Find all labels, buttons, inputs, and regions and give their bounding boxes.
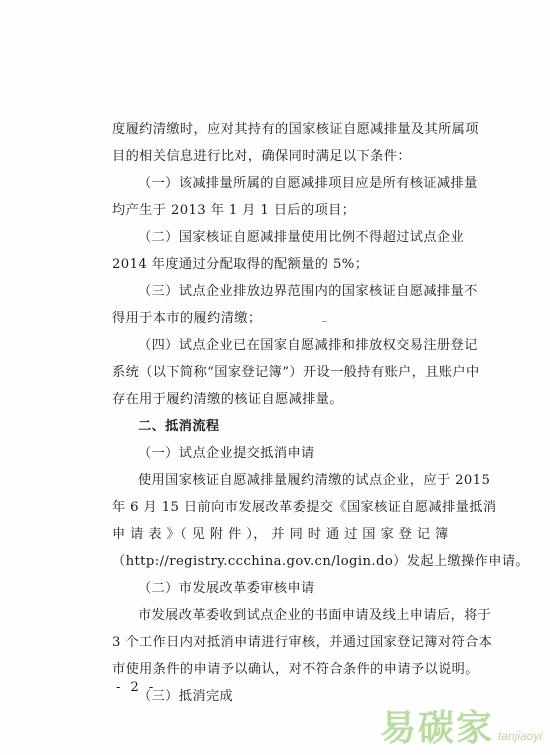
- text-line: 申 请 表 》（ 见 附 件 ）， 并 同 时 通 过 国 家 登 记 簿: [112, 527, 449, 542]
- text-line: 均产生于 2013 年 1 月 1 日后的项目；: [112, 203, 356, 218]
- text-line: （四）试点企业已在国家自愿减排和排放权交易注册登记: [138, 338, 478, 353]
- text-line: 3 个工作日内对抵消申请进行审核，并通过国家登记簿对符合本: [112, 635, 493, 650]
- text-line: 存在用于履约清缴的核证自愿减排量。: [112, 392, 343, 407]
- text-line: 得用于本市的履约清缴；: [112, 311, 262, 326]
- text-line: （三）试点企业排放边界范围内的国家核证自愿减排量不: [138, 284, 478, 299]
- text-line: （三）抵消完成: [138, 689, 234, 704]
- document-body: [112, 116, 530, 710]
- text-line: （http://registry.ccchina.gov.cn/login.do）发起上缴操作申请。: [112, 554, 530, 569]
- text-line: （一）该减排量所属的自愿减排项目应是所有核证减排量: [138, 176, 478, 191]
- text-line: （二）市发展改革委审核申请: [138, 581, 315, 596]
- watermark-chinese: 易碳家: [379, 708, 494, 749]
- text-line: 目的相关信息进行比对，确保同时满足以下条件：: [112, 149, 411, 164]
- text-line: （一）试点企业提交抵消申请: [138, 446, 315, 461]
- section-heading: 二、抵消流程: [138, 419, 220, 434]
- text-line: 市发展改革委收到试点企业的书面申请及线上申请后，将于: [138, 608, 492, 623]
- text-line: （二）国家核证自愿减排量使用比例不得超过试点企业: [138, 230, 465, 245]
- text-line: 市使用条件的申请予以确认，对不符合条件的申请予以说明。: [112, 662, 479, 677]
- text-line: 年 6 月 15 日前向市发展改革委提交《国家核证自愿减排量抵消: [112, 500, 497, 515]
- stray-mark: ~: [321, 317, 328, 326]
- watermark-logo: [380, 709, 542, 749]
- text-line: 2014 年度通过分配取得的配额量的 5%；: [112, 257, 369, 272]
- page-number: - 2 -: [116, 680, 157, 695]
- text-line: 度履约清缴时，应对其持有的国家核证自愿减排量及其所属项: [112, 122, 479, 137]
- text-line: 使用国家核证自愿减排量履约清缴的试点企业，应于 2015: [138, 473, 491, 488]
- watermark-site: tanjiaoyi: [497, 729, 542, 743]
- text-line: 系统（以下简称“国家登记簿”）开设一般持有账户，且账户中: [112, 365, 480, 380]
